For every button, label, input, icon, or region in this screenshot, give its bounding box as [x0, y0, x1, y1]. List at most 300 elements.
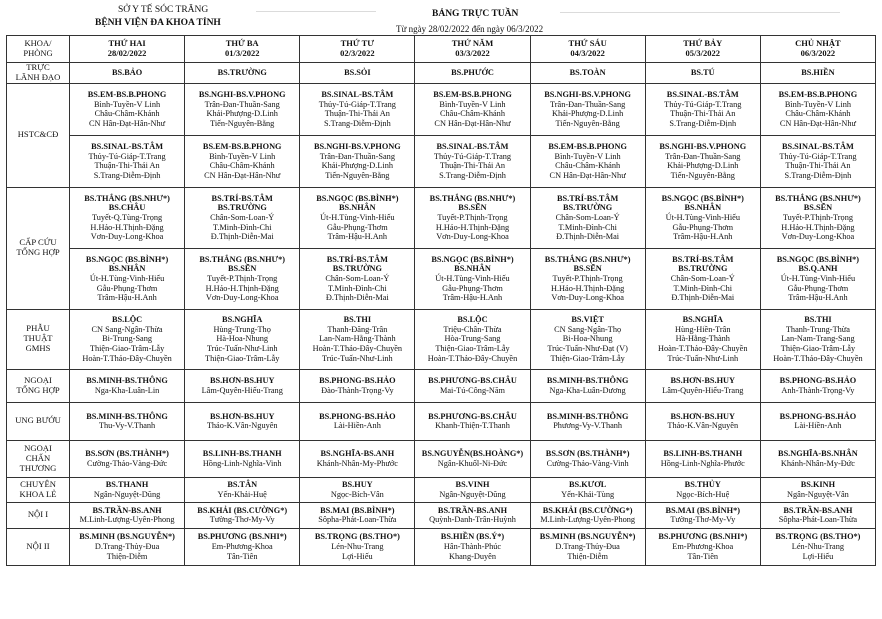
- staff-names: H.Hảo-H.Thịnh-Đặng: [205, 283, 279, 293]
- doctor-names: BS.MINH (BS.NGUYỄN*): [79, 532, 175, 542]
- schedule-cell: [645, 135, 760, 187]
- doctor-names: BS.MAI (BS.BÌNH*): [320, 505, 395, 515]
- staff-names: Bình-Tuyền-V Linh: [439, 99, 506, 109]
- department-label-line: HSTC&CĐ: [17, 129, 59, 140]
- doctor-names: BS.MINH-BS.THÔNG: [86, 411, 168, 421]
- doctor-names: BS.PHƯƠNG-BS.CHÂU: [428, 411, 517, 421]
- schedule-cell: [530, 135, 645, 187]
- schedule-cell: [760, 402, 875, 440]
- schedule-cell: [70, 248, 185, 309]
- schedule-cell: [185, 248, 300, 309]
- staff-names: Trâm-Hậu-H.Anh: [673, 232, 733, 242]
- staff-names: Bình-Tuyền-V Linh: [93, 99, 161, 109]
- schedule-cell: [415, 528, 530, 565]
- doctor-names: BS.TOÀN: [569, 68, 606, 78]
- department-label-line: NỘI II: [26, 540, 50, 551]
- staff-names: Bi-Trung-Sang: [102, 334, 153, 344]
- staff-names: Cường-Thảo-Vàng-Vinh: [546, 458, 629, 468]
- doctor-names: BS.SINAL-BS.TÂM: [91, 142, 164, 152]
- doctor-names: BS.TRẦN-BS.ANH: [437, 505, 508, 515]
- staff-names: Trâm-Hậu-H.Anh: [97, 293, 157, 303]
- staff-names: H.Hảo-H.Thịnh-Đặng: [435, 222, 510, 232]
- day-date: 05/3/2022: [685, 48, 721, 58]
- department-label-line: CHUYÊN: [20, 478, 56, 489]
- staff-names: Bình-Tuyền-V Linh: [209, 151, 276, 161]
- day-header: [760, 36, 875, 63]
- doctor-names: BS.MINH-BS.THÔNG: [546, 411, 629, 421]
- staff-names: CN Hân-Đạt-Hân-Như: [779, 118, 856, 128]
- doctor-names: BS.THỦY: [684, 480, 721, 490]
- schedule-cell: [645, 528, 760, 565]
- staff-names: Đ.Thịnh-Diễn-Mai: [556, 232, 620, 242]
- schedule-cell: [760, 83, 875, 135]
- doctor-names: BS.HƠN-BS.HUY: [670, 411, 736, 421]
- doctor-names: BS.SƠN (BS.THÀNH*): [85, 449, 169, 459]
- schedule-cell: [70, 135, 185, 187]
- staff-names: Trúc-Tuấn-Như-Đạt (V): [547, 344, 628, 354]
- schedule-cell: [760, 477, 875, 502]
- staff-names: Hà-Hoa-Nhung: [216, 334, 269, 344]
- department-label: [7, 187, 70, 309]
- schedule-cell: [185, 502, 300, 528]
- staff-names: Hoàn-T.Thảo-Đây-Chuyền: [82, 353, 172, 363]
- doctor-names: BS.SẼN: [458, 203, 487, 213]
- staff-names: Thủy-Tú-Giáp-T.Trang: [433, 151, 512, 161]
- duty-schedule-table: [6, 35, 876, 566]
- doctor-names: BS.NGỌC (BS.BÌNH*): [316, 193, 399, 203]
- staff-names: Ngân-Khuốl-Ni-Đức: [437, 458, 508, 468]
- staff-names: Trúc-Tuấn-Như-Linh: [321, 353, 393, 363]
- doctor-names: BS.SINAL-BS.TÂM: [321, 90, 394, 100]
- doctor-names: BS.PHONG-BS.HẢO: [779, 411, 857, 421]
- schedule-cell: [645, 440, 760, 477]
- staff-names: Đ.Thịnh-Diễn-Mai: [210, 232, 274, 242]
- staff-names: Thuận-Thi-Thái An: [785, 161, 851, 171]
- staff-names: D.Trang-Thủy-Đua: [94, 541, 160, 551]
- staff-names: Đào-Thành-Trọng-Vy: [321, 385, 394, 395]
- staff-names: Lan-Nam-Hằng-Thành: [319, 334, 396, 344]
- doctor-names: BS.SỎI: [344, 68, 371, 78]
- staff-names: Châu-Châm-Khánh: [209, 161, 275, 171]
- staff-names: Đ.Thịnh-Diễn-Mai: [671, 293, 735, 303]
- staff-names: Khải-Phượng-D.Linh: [667, 161, 739, 171]
- staff-names: Lén-Nhu-Trang: [331, 541, 384, 551]
- staff-names: Út-H.Tùng-Vinh-Hiếu: [435, 273, 510, 283]
- staff-names: CN Sang-Ngân-Thọ: [554, 324, 622, 334]
- schedule-cell: [415, 402, 530, 440]
- department-label: [7, 477, 70, 502]
- staff-names: M.Linh-Lượng-Uyên-Phong: [79, 515, 175, 525]
- staff-names: Tuyết-P.Thịnh-Trọng: [437, 212, 508, 222]
- schedule-cell: [300, 528, 415, 565]
- staff-names: Chân-Som-Loan-Ý: [555, 212, 620, 222]
- staff-names: CN Hân-Đạt-Hân-Như: [204, 170, 281, 180]
- staff-names: Thủy-Tú-Giáp-T.Trang: [318, 99, 396, 109]
- doctor-names: BS.TRẦN-BS.ANH: [783, 505, 853, 515]
- staff-names: Trúc-Tuấn-Như-Linh: [667, 353, 739, 363]
- schedule-cell: [70, 309, 185, 369]
- staff-names: Ngân-Nguyệt-Dũng: [93, 489, 161, 499]
- doctor-names: BS.THI: [804, 315, 832, 325]
- doctor-names: BS.TRỌNG (BS.THO*): [775, 532, 861, 542]
- staff-names: Trân-Đan-Thuần-Sang: [319, 151, 395, 161]
- staff-names: Vơn-Duy-Long-Khoa: [781, 232, 855, 242]
- schedule-cell: [530, 63, 645, 84]
- staff-names: Tuyết-P.Thịnh-Trọng: [782, 212, 853, 222]
- department-label-line: CẤP CỨU: [19, 237, 57, 248]
- doctor-names: BS.NGHI-BS.V.PHONG: [659, 142, 747, 152]
- department-label: [7, 502, 70, 528]
- staff-names: Khánh-Nhân-My-Phước: [316, 458, 398, 468]
- staff-names: Thiện-Giao-Trâm-Lẫy: [89, 344, 165, 354]
- staff-names: Khải-Phượng-D.Linh: [321, 161, 394, 171]
- doctor-names: BS.SẼN: [803, 203, 833, 213]
- schedule-cell: [185, 63, 300, 84]
- schedule-cell: [760, 187, 875, 248]
- scan-streak: [256, 11, 376, 12]
- doctor-names: BS.KHẢI (BS.CƯỜNG*): [542, 505, 633, 515]
- doctor-names: BS.SINAL-BS.TÂM: [436, 142, 509, 152]
- doctor-names: BS.EM-BS.B.PHONG: [87, 90, 167, 100]
- schedule-cell: [530, 440, 645, 477]
- staff-names: Chân-Som-Loan-Ý: [325, 273, 390, 283]
- schedule-cell: [70, 528, 185, 565]
- schedule-cell: [645, 402, 760, 440]
- staff-names: Tường-Thơ-My-Vy: [670, 515, 736, 525]
- schedule-cell: [185, 528, 300, 565]
- staff-names: H.Hảo-H.Thịnh-Đặng: [550, 283, 625, 293]
- staff-names: Thủy-Tú-Giáp-T.Trang: [88, 151, 166, 161]
- staff-names: Cường-Thảo-Vàng-Đức: [86, 458, 168, 468]
- doctor-names: BS.KINH: [800, 480, 836, 490]
- schedule-cell: [185, 83, 300, 135]
- table-row: [7, 477, 876, 502]
- doctor-names: BS.NGUYỄN(BS.HOÀNG*): [421, 449, 524, 459]
- staff-names: Hồng-Linh-Nghĩa-Vinh: [202, 458, 282, 468]
- doctor-names: BS.NHÂN: [339, 203, 376, 213]
- staff-names: Vơn-Duy-Long-Khoa: [551, 293, 624, 303]
- doctor-names: BS.TRÍ-BS.TÂM: [326, 254, 389, 264]
- date-range: Từ ngày 28/02/2022 đến ngày 06/3/2022: [396, 24, 544, 34]
- day-header: [185, 36, 300, 63]
- staff-names: T.Minh-Đình-Chi: [558, 222, 617, 232]
- staff-names: Vơn-Duy-Long-Khoa: [90, 232, 164, 242]
- doctor-names: BS.THẮNG (BS.NHƯ*): [775, 193, 861, 203]
- corner-header-line: PHÒNG: [23, 48, 53, 58]
- staff-names: Hùng-Trung-Thọ: [213, 324, 271, 334]
- doctor-names: BS.NGHI-BS.V.PHONG: [198, 90, 286, 100]
- doctor-names: BS.PHƯƠNG (BS.NHI*): [658, 532, 748, 542]
- staff-names: Mai-Tú-Công-Năm: [440, 385, 505, 395]
- doctor-names: BS.PHƯƠNG (BS.NHI*): [197, 532, 287, 542]
- schedule-cell: [300, 63, 415, 84]
- staff-names: Tuyết-Q.Tùng-Trọng: [91, 212, 163, 222]
- staff-names: Trân-Đan-Thuần-Sang: [549, 99, 626, 109]
- doctor-names: BS.LINH-BS.THANH: [663, 449, 743, 459]
- doctor-names: BS.SẼN: [228, 264, 257, 274]
- staff-names: Gẫu-Phụng-Thơm: [327, 222, 388, 232]
- doctor-names: BS.LINH-BS.THANH: [202, 449, 282, 459]
- schedule-cell: [300, 477, 415, 502]
- doctor-names: BS.TRƯỜNG: [678, 264, 728, 274]
- staff-names: Tân-Tiên: [226, 551, 258, 561]
- staff-names: Triệu-Chân-Thừa: [443, 324, 502, 334]
- schedule-cell: [645, 83, 760, 135]
- staff-names: M.Linh-Lượng-Uyên-Phong: [540, 515, 636, 525]
- department-label: [7, 528, 70, 565]
- department-label-line: CHẤN: [25, 452, 51, 463]
- schedule-cell: [760, 440, 875, 477]
- staff-names: Thiện-Diễm: [106, 551, 148, 561]
- schedule-cell: [415, 440, 530, 477]
- staff-names: Ngân-Nguyệt-Dũng: [439, 489, 506, 499]
- doctor-names: BS.THẮNG (BS.NHƯ*): [84, 193, 170, 203]
- staff-names: Thuận-Thi-Thái An: [324, 109, 390, 119]
- doctor-names: BS.NGỌC (BS.BÌNH*): [431, 254, 514, 264]
- department-label-line: PHẪU: [26, 323, 50, 334]
- staff-names: Thanh-Trung-Thừa: [785, 324, 850, 334]
- staff-names: Châu-Châm-Khánh: [440, 109, 505, 119]
- schedule-cell: [415, 248, 530, 309]
- doctor-names: BS.NGỌC (BS.BÌNH*): [776, 254, 860, 264]
- table-row: [7, 63, 876, 84]
- department-label-line: KHOA LẺ: [19, 488, 57, 499]
- staff-names: Em-Phương-Khoa: [672, 541, 734, 551]
- staff-names: Lâm-Quyên-Hiếu-Trang: [201, 385, 283, 395]
- schedule-cell: [300, 402, 415, 440]
- day-date: 06/3/2022: [800, 48, 836, 58]
- doctor-names: BS.EM-BS.B.PHONG: [548, 142, 627, 152]
- staff-names: Thủy-Tú-Giáp-T.Trang: [779, 151, 857, 161]
- staff-names: Hoàn-T.Thảo-Đây-Chuyền: [773, 353, 863, 363]
- staff-names: T.Minh-Đình-Chi: [328, 283, 387, 293]
- staff-names: Tuyết-P.Thịnh-Trọng: [207, 273, 278, 283]
- department-label-line: TỔNG HỢP: [16, 247, 60, 258]
- staff-names: Khải-Phượng-D.Linh: [206, 109, 278, 119]
- corner-header-line: KHOA/: [24, 38, 52, 49]
- schedule-cell: [70, 502, 185, 528]
- staff-names: Khanh-Thiện-T.Thanh: [435, 421, 510, 431]
- doctor-names: BS.THẮNG (BS.NHƯ*): [544, 254, 631, 264]
- doctor-names: BS.KƯƠL: [568, 480, 607, 490]
- doctor-names: BS.SƠN (BS.THÀNH*): [545, 449, 630, 459]
- staff-names: Thanh-Đăng-Trân: [327, 324, 388, 334]
- department-label: [7, 369, 70, 402]
- staff-names: Trân-Đan-Thuần-Sang: [204, 99, 280, 109]
- staff-names: Sôpha-Phát-Loan-Thừa: [318, 515, 397, 525]
- doctor-names: BS.EM-BS.B.PHONG: [778, 90, 858, 100]
- doctor-names: BS.TRƯỜNG: [563, 203, 613, 213]
- staff-names: Khánh-Nhân-My-Đức: [780, 458, 855, 468]
- staff-names: S.Trang-Diễm-Định: [784, 170, 852, 180]
- staff-names: Vơn-Duy-Long-Khoa: [205, 293, 279, 303]
- schedule-cell: [185, 187, 300, 248]
- doctor-names: BS.PHONG-BS.HẢO: [319, 376, 396, 386]
- schedule-cell: [185, 402, 300, 440]
- day-header: [300, 36, 415, 63]
- day-name: THỨ SÁU: [568, 38, 607, 49]
- staff-names: Anh-Thành-Trọng-Vy: [781, 385, 855, 395]
- staff-names: Châu-Châm-Khánh: [785, 109, 851, 119]
- doctor-names: BS.HƠN-BS.HUY: [209, 411, 275, 421]
- staff-names: Châu-Châm-Khánh: [555, 161, 621, 171]
- department-label-line: GMHS: [25, 343, 51, 354]
- schedule-cell: [645, 63, 760, 84]
- doctor-names: BS.TRỌNG (BS.THO*): [314, 532, 400, 542]
- doctor-names: BS.HIỀN: [801, 68, 835, 78]
- doctor-names: BS.NGHĨA-BS.ANH: [320, 449, 395, 459]
- staff-names: Hoàn-T.Thảo-Đây-Chuyền: [427, 353, 518, 363]
- doctor-names: BS.THANH: [105, 480, 149, 490]
- doctor-names: BS.TRẦN-BS.ANH: [92, 505, 162, 515]
- doctor-names: BS.TRƯỜNG: [217, 68, 267, 78]
- department-label-line: LÃNH ĐẠO: [15, 71, 61, 82]
- staff-names: Thảo-K.Vân-Nguyên: [206, 421, 278, 431]
- staff-names: Lài-Hiền-Anh: [794, 421, 842, 431]
- doctor-names: BS.KHẢI (BS.CƯỜNG*): [197, 505, 288, 515]
- table-row: [7, 402, 876, 440]
- department-label: [7, 83, 70, 187]
- schedule-cell: [760, 63, 875, 84]
- day-date: 02/3/2022: [340, 48, 375, 58]
- doctor-names: BS.NGHĨA: [222, 315, 263, 325]
- doctor-names: BS.HIỀN (BS.Ý*): [440, 532, 505, 542]
- staff-names: Bình-Tuyền-V Linh: [784, 99, 851, 109]
- staff-names: Út-H.Tùng-Vinh-Hiếu: [89, 273, 165, 283]
- schedule-cell: [70, 369, 185, 402]
- table-row: [7, 187, 876, 248]
- department-label-line: THUẬT: [23, 333, 53, 344]
- department-label: [7, 402, 70, 440]
- department-name: SỞ Y TẾ SÓC TRĂNG: [118, 5, 209, 15]
- doctor-names: BS.SINAL-BS.TÂM: [666, 90, 739, 100]
- staff-names: Hùng-Hiền-Trân: [675, 324, 731, 334]
- doctor-names: BS.TRÍ-BS.TÂM: [672, 254, 734, 264]
- schedule-cell: [645, 502, 760, 528]
- doctor-names: BS.THI: [343, 315, 372, 325]
- schedule-cell: [760, 135, 875, 187]
- table-row: [7, 440, 876, 477]
- doctor-names: BS.Q.ANH: [798, 264, 838, 274]
- table-row: [7, 83, 876, 135]
- staff-names: Vơn-Duy-Long-Khoa: [436, 232, 509, 242]
- staff-names: Hoàn-T.Thảo-Đây-Chuyền: [312, 344, 403, 354]
- staff-names: Ngân-Nguyệt-Vân: [787, 489, 849, 499]
- schedule-cell: [185, 369, 300, 402]
- schedule-cell: [70, 83, 185, 135]
- hospital-name: BỆNH VIỆN ĐA KHOA TỈNH: [95, 18, 221, 28]
- day-header: [530, 36, 645, 63]
- staff-names: Tiến-Nguyên-Bằng: [325, 170, 390, 180]
- doctor-names: BS.HƠN-BS.HUY: [209, 376, 275, 386]
- schedule-cell: [530, 83, 645, 135]
- doctor-names: BS.LỘC: [457, 315, 488, 325]
- schedule-cell: [760, 528, 875, 565]
- doctor-names: BS.TRƯỜNG: [332, 264, 382, 274]
- doctor-names: BS.SINAL-BS.TÂM: [781, 142, 854, 152]
- staff-names: Thuận-Thi-Thái An: [670, 109, 736, 119]
- day-name: THỨ BẢY: [683, 38, 723, 49]
- table-row: [7, 502, 876, 528]
- staff-names: T.Minh-Đình-Chi: [212, 222, 272, 232]
- doctor-names: BS.NHÂN: [108, 264, 146, 274]
- schedule-cell: [300, 83, 415, 135]
- doctor-names: BS.TRƯỜNG: [217, 203, 267, 213]
- day-name: THỨ NĂM: [451, 38, 494, 49]
- staff-names: Lâm-Quyên-Hiếu-Trang: [662, 385, 744, 395]
- schedule-cell: [70, 187, 185, 248]
- schedule-cell: [530, 502, 645, 528]
- staff-names: Hồng-Linh-Nghĩa-Phước: [660, 458, 745, 468]
- schedule-cell: [645, 369, 760, 402]
- staff-names: Út-H.Tùng-Vinh-Hiếu: [665, 212, 740, 222]
- staff-names: Út-H.Tùng-Vinh-Hiếu: [320, 212, 395, 222]
- schedule-cell: [185, 135, 300, 187]
- schedule-title: BẢNG TRỰC TUẦN: [432, 9, 519, 19]
- schedule-cell: [415, 309, 530, 369]
- staff-names: Gẫu-Phụng-Thơm: [787, 283, 849, 293]
- department-label-line: TRỰC: [26, 62, 50, 72]
- schedule-cell: [185, 477, 300, 502]
- staff-names: Châu-Châm-Khánh: [94, 109, 160, 119]
- day-header: [645, 36, 760, 63]
- staff-names: Quỳnh-Danh-Trân-Huỳnh: [429, 515, 516, 525]
- staff-names: S.Trang-Diễm-Định: [669, 118, 737, 128]
- day-date: 03/3/2022: [455, 48, 490, 58]
- doctor-names: BS.VIỆT: [571, 315, 604, 325]
- staff-names: Sôpha-Phát-Loan-Thừa: [778, 515, 858, 525]
- staff-names: Trâm-Hậu-H.Anh: [442, 293, 503, 303]
- table-row: [7, 309, 876, 369]
- doctor-names: BS.MAI (BS.BÌNH*): [665, 505, 740, 515]
- doctor-names: BS.PHONG-BS.HẢO: [779, 376, 857, 386]
- schedule-cell: [530, 369, 645, 402]
- staff-names: Nga-Kha-Luân-Lin: [94, 385, 160, 395]
- doctor-names: BS.NGHI-BS.V.PHONG: [544, 90, 632, 100]
- schedule-cell: [530, 528, 645, 565]
- schedule-cell: [300, 187, 415, 248]
- staff-names: Em-Phương-Khoa: [211, 541, 273, 551]
- staff-names: Gẫu-Phụng-Thơm: [672, 222, 734, 232]
- schedule-cell: [645, 477, 760, 502]
- schedule-cell: [70, 477, 185, 502]
- schedule-cell: [415, 83, 530, 135]
- staff-names: Tường-Thơ-My-Vy: [209, 515, 275, 525]
- staff-names: Khải-Phượng-D.Linh: [551, 109, 624, 119]
- staff-names: Gẫu-Phụng-Thơm: [96, 283, 158, 293]
- schedule-cell: [760, 502, 875, 528]
- department-label-line: NGOẠI: [24, 442, 52, 453]
- staff-names: S.Trang-Diễm-Định: [439, 170, 506, 180]
- schedule-cell: [415, 369, 530, 402]
- schedule-cell: [645, 248, 760, 309]
- scan-streak: [560, 12, 840, 13]
- department-label-line: TỔNG HỢP: [16, 384, 60, 395]
- schedule-cell: [300, 309, 415, 369]
- doctor-names: BS.THẮNG (BS.NHƯ*): [429, 193, 516, 203]
- doctor-names: BS.HUY: [342, 480, 373, 490]
- doctor-names: BS.PHƯỚC: [451, 68, 494, 78]
- staff-names: T.Minh-Đình-Chi: [673, 283, 733, 293]
- staff-names: Yến-Khải-Tùng: [561, 489, 615, 499]
- doctor-names: BS.NGHI-BS.V.PHONG: [313, 142, 401, 152]
- schedule-cell: [760, 309, 875, 369]
- doctor-names: BS.NGHĨA: [682, 315, 723, 325]
- corner-header: [7, 36, 70, 63]
- staff-names: CN Hân-Đạt-Hân-Như: [434, 118, 511, 128]
- schedule-cell: [760, 369, 875, 402]
- schedule-cell: [530, 187, 645, 248]
